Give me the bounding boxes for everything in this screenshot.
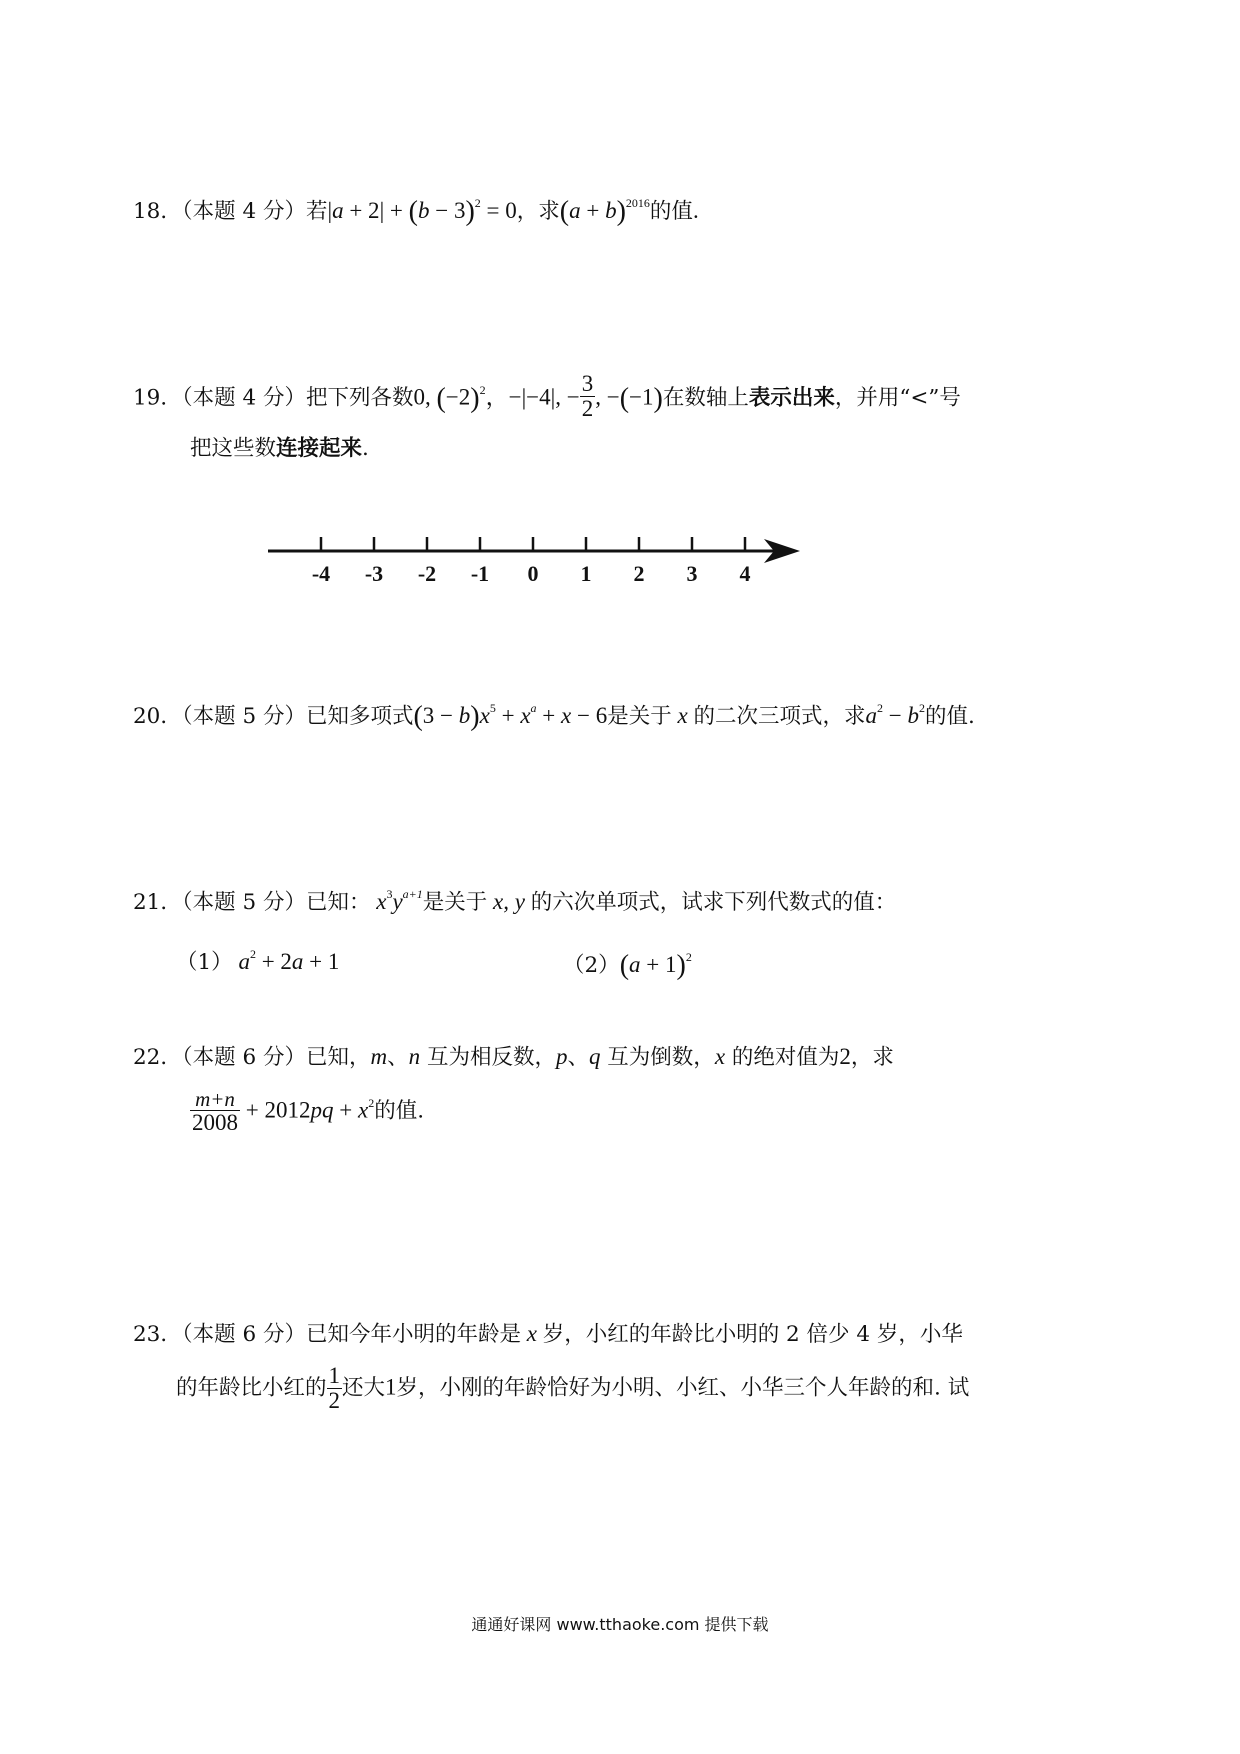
question-22: 22．（本题 6 分）已知，m、n 互为相反数，p、q 互为倒数，x 的绝对值为2，求	[133, 1044, 894, 1070]
fraction-1-2: $\frac{1}{2}$	[328, 1363, 341, 1414]
number-line-label: -2	[417, 561, 437, 586]
footer-text: 通通好课网 www.tthaoke.com 提供下载	[471, 1615, 769, 1634]
question-number: 23．	[133, 1322, 182, 1347]
question-21: 21．（本题 5 分）已知： $x^3y^{a+1}$是关于 x, y 的六次单项式，试求下列代数式的值：	[133, 887, 897, 915]
question-number: 18．	[133, 199, 182, 224]
question-18: 18．（本题 4 分）若$|a + 2| + (b - 3)^2 = 0$，求$(a + b)^{2016}$的值.	[133, 196, 699, 227]
number-line-label: -4	[311, 561, 331, 586]
number-line-label: 2	[633, 561, 645, 586]
question-number: 20．	[133, 704, 182, 729]
number-line-label: -3	[364, 561, 384, 586]
question-21-part-1: （1） $a^2 + 2a + 1$	[176, 947, 340, 975]
number-line-label: 4	[739, 561, 751, 586]
question-23: 23．（本题 6 分）已知今年小明的年龄是 x 岁，小红的年龄比小明的 2 倍少 4 岁，小华	[133, 1321, 963, 1347]
number-line-label: 0	[527, 561, 539, 586]
question-19: 19．（本题 4 分）把下列各数0, $(-2)^2$，−|−4|, − $\frac{3}{2}$ , −(−1)在数轴上表示出来，并用“<”号	[133, 371, 961, 422]
question-21-part-2: $(2)(a + 1)^2$	[563, 950, 692, 981]
question-number: 22．	[133, 1045, 182, 1070]
question-23-line-2: 的年龄比小红的 $\frac{1}{2}$ 还大1岁，小刚的年龄恰好为小明、小红、小华三个人年龄的和. 试	[176, 1363, 970, 1414]
fraction-3-2: $\frac{3}{2}$	[581, 371, 594, 422]
number-line-label: 1	[580, 561, 592, 586]
fraction-m-plus-n-over-2008: $\frac{m+n}{2008}$	[192, 1087, 238, 1136]
tick-group	[312, 537, 751, 586]
question-number: 21．	[133, 890, 182, 915]
question-19-line-2: 把这些数连接起来.	[190, 436, 369, 461]
number-line-label: 3	[686, 561, 698, 586]
question-22-line-2: $\frac{m+n}{2008}$ + $2012pq + x^2$的值.	[192, 1087, 425, 1136]
question-number: 19．	[133, 385, 182, 411]
number-line	[0, 520, 1240, 600]
number-line-label: -1	[470, 561, 490, 586]
question-20: 20．（本题 5 分）已知多项式$(3 - b)x^5 + x^a + x - 6$是关于 x 的二次三项式，求$a^2 - b^2$的值.	[133, 701, 975, 732]
page-footer	[0, 1612, 1240, 1635]
